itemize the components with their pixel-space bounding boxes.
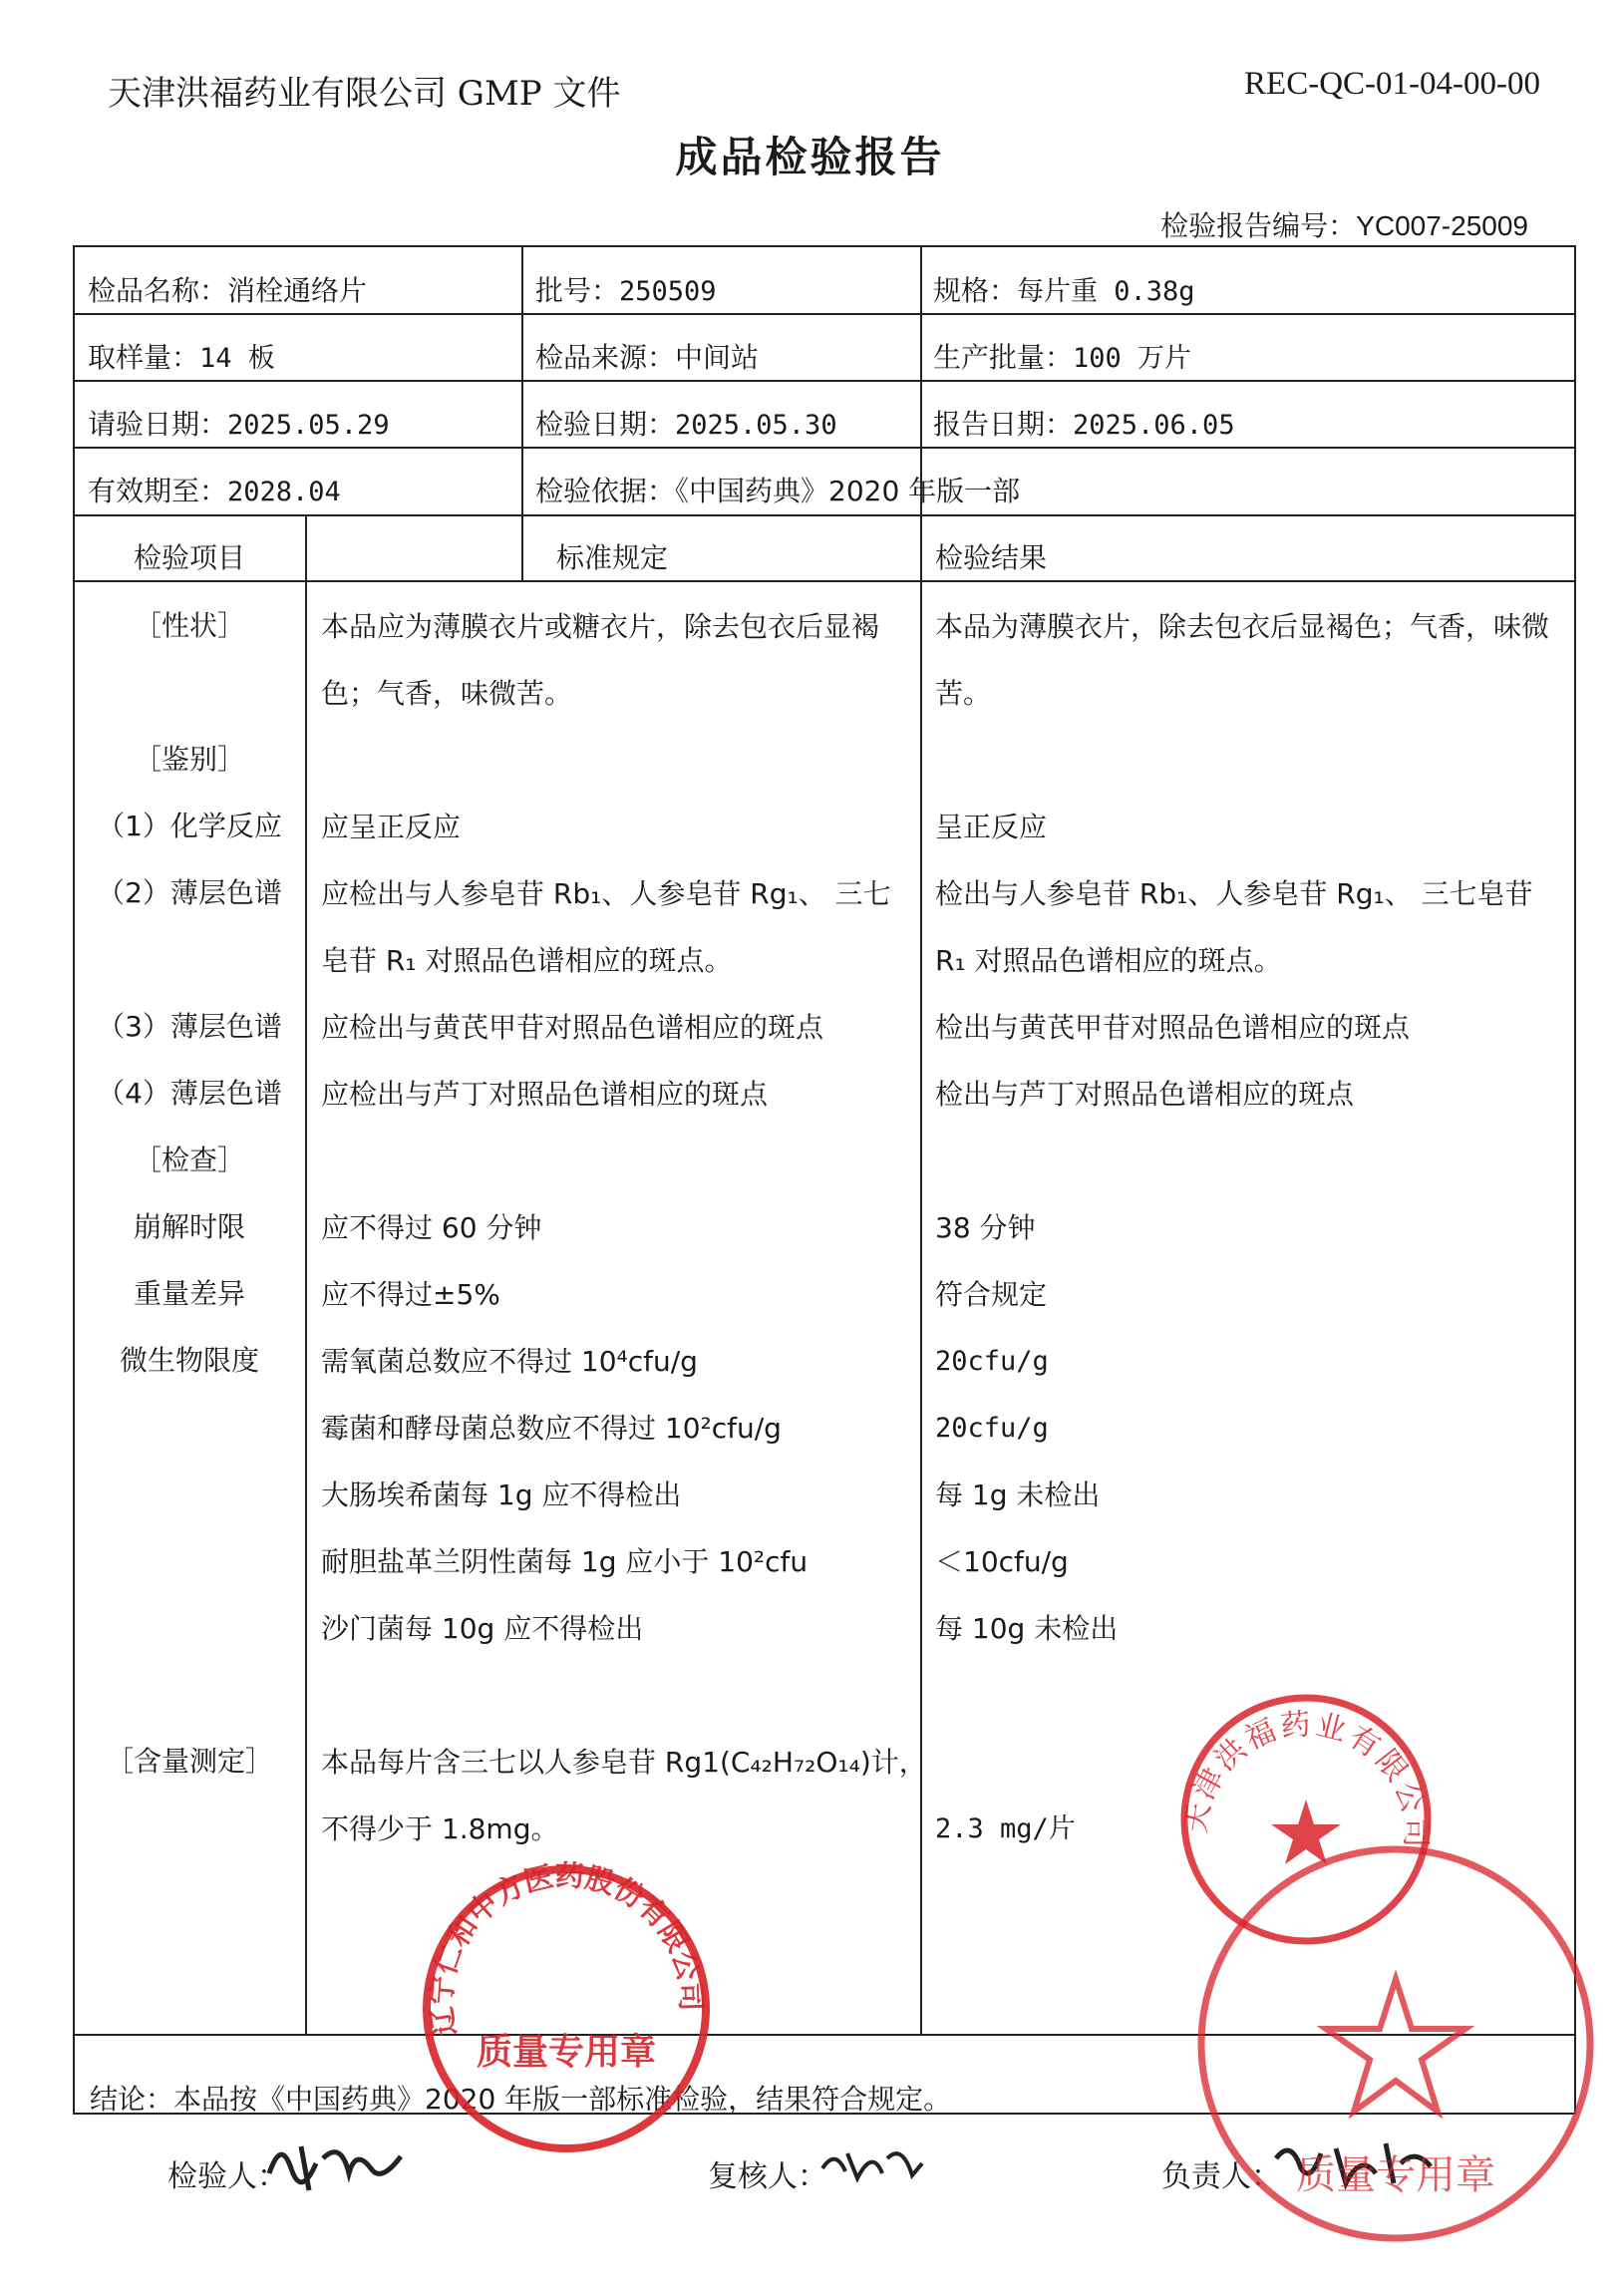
document-code: REC-QC-01-04-00-00: [1244, 66, 1540, 102]
row-standard-m2: 霉菌和酵母菌总数应不得过 10²cfu/g: [321, 1412, 782, 1445]
row-standard-m4: 耐胆盐革兰阴性菌每 1g 应小于 10²cfu: [321, 1545, 809, 1578]
row-result-assay: 2.3 mg/片: [935, 1813, 1076, 1844]
row-standard-weight: 应不得过±5%: [321, 1278, 500, 1311]
field-basis: 检验依据：《中国药典》2020 年版一部: [535, 475, 1021, 507]
row-standard-assay-line2: 不得少于 1.8mg。: [321, 1812, 559, 1845]
row-result-character: 本品为薄膜衣片，除去包衣后显褐色；气香，味微苦。: [935, 610, 1550, 710]
row-result-m3: 每 1g 未检出: [935, 1478, 1101, 1511]
quality-seal-stamp-right: [1186, 1834, 1605, 2253]
column-header-result: 检验结果: [935, 541, 1048, 574]
row-item-id4: （4）薄层色谱: [97, 1077, 282, 1110]
inspector-label: 检验人：: [167, 2159, 287, 2194]
row-result-m5: 每 10g 未检出: [935, 1612, 1119, 1645]
row-item-id1: （1）化学反应: [97, 810, 282, 842]
row-item-assay: ［含量测定］: [105, 1745, 273, 1778]
svg-text:质量专用章: 质量专用章: [476, 2032, 657, 2073]
row-standard-m5: 沙门菌每 10g 应不得检出: [321, 1612, 644, 1645]
row-item-microbial: 微生物限度: [119, 1344, 259, 1377]
row-result-id2: 检出与人参皂苷 Rb₁、人参皂苷 Rg₁、 三七皂苷 R₁ 对照品色谱相应的斑点。: [935, 877, 1533, 977]
reviewer-signature: [817, 2133, 927, 2193]
report-number: 检验报告编号：YC007-25009: [1160, 209, 1528, 242]
field-spec: 规格：每片重 0.38g: [933, 274, 1195, 307]
row-item-id2: （2）薄层色谱: [97, 876, 282, 909]
row-standard-disintegration: 应不得过 60 分钟: [321, 1211, 542, 1244]
field-source: 检品来源：中间站: [535, 341, 760, 374]
row-standard-id4: 应检出与芦丁对照品色谱相应的斑点: [321, 1078, 769, 1111]
row-item-id3: （3）薄层色谱: [97, 1010, 282, 1043]
field-request-date: 请验日期：2025.05.29: [88, 408, 390, 441]
column-header-item: 检验项目: [133, 541, 245, 574]
conclusion: 结论：本品按《中国药典》2020 年版一部标准检验，结果符合规定。: [90, 2083, 952, 2116]
row-standard-assay-line1: 本品每片含三七以人参皂苷 Rg1(C₄₂H₇₂O₁₄)计，: [321, 1746, 927, 1779]
field-sample: 取样量：14 板: [88, 341, 275, 374]
column-header-standard: 标准规定: [555, 541, 668, 574]
field-test-date: 检验日期：2025.05.30: [535, 408, 837, 441]
row-item-identification: ［鉴别］: [133, 743, 245, 776]
reviewer-label: 复核人：: [708, 2159, 827, 2194]
company-header: 天津洪福药业有限公司 GMP 文件: [108, 74, 621, 114]
row-standard-m3: 大肠埃希菌每 1g 应不得检出: [321, 1478, 682, 1511]
svg-text:质量专用章: 质量专用章: [1296, 2152, 1495, 2198]
row-standard-id1: 应呈正反应: [321, 811, 462, 843]
row-result-id1: 呈正反应: [935, 811, 1048, 843]
row-result-m4: ＜10cfu/g: [935, 1545, 1069, 1578]
field-report-date: 报告日期：2025.06.05: [933, 408, 1235, 441]
row-item-check: ［检查］: [133, 1144, 245, 1176]
svg-text:辽宁仁和中方医药股份有限公司: 辽宁仁和中方医药股份有限公司: [424, 1859, 709, 2039]
svg-text:天津洪福药业有限公司: 天津洪福药业有限公司: [1178, 1707, 1434, 1851]
row-standard-m1: 需氧菌总数应不得过 10⁴cfu/g: [321, 1345, 698, 1378]
row-item-disintegration: 崩解时限: [133, 1210, 245, 1243]
responsible-label: 负责人：: [1161, 2159, 1281, 2194]
row-result-m2: 20cfu/g: [935, 1413, 1049, 1444]
row-result-disintegration: 38 分钟: [935, 1211, 1036, 1244]
row-result-weight: 符合规定: [935, 1278, 1048, 1311]
field-product: 检品名称：消栓通络片: [88, 274, 368, 307]
row-standard-id2: 应检出与人参皂苷 Rb₁、人参皂苷 Rg₁、 三七皂苷 R₁ 对照品色谱相应的斑点。: [321, 877, 891, 977]
row-result-id3: 检出与黄芪甲苷对照品色谱相应的斑点: [935, 1011, 1411, 1044]
row-item-character: ［性状］: [133, 609, 245, 642]
field-expiry: 有效期至：2028.04: [88, 475, 341, 507]
row-standard-id3: 应检出与黄芪甲苷对照品色谱相应的斑点: [321, 1011, 824, 1044]
quality-seal-stamp-left: [417, 1859, 716, 2158]
row-item-weight: 重量差异: [133, 1277, 245, 1310]
row-result-id4: 检出与芦丁对照品色谱相应的斑点: [935, 1078, 1355, 1111]
row-result-m1: 20cfu/g: [935, 1346, 1049, 1377]
field-batch: 批号：250509: [535, 274, 717, 307]
field-lot-size: 生产批量：100 万片: [933, 341, 1192, 374]
inspector-signature: [261, 2129, 411, 2198]
row-standard-character: 本品应为薄膜衣片或糖衣片，除去包衣后显褐色；气香，味微苦。: [321, 610, 880, 710]
page-title: 成品检验报告: [675, 133, 945, 181]
